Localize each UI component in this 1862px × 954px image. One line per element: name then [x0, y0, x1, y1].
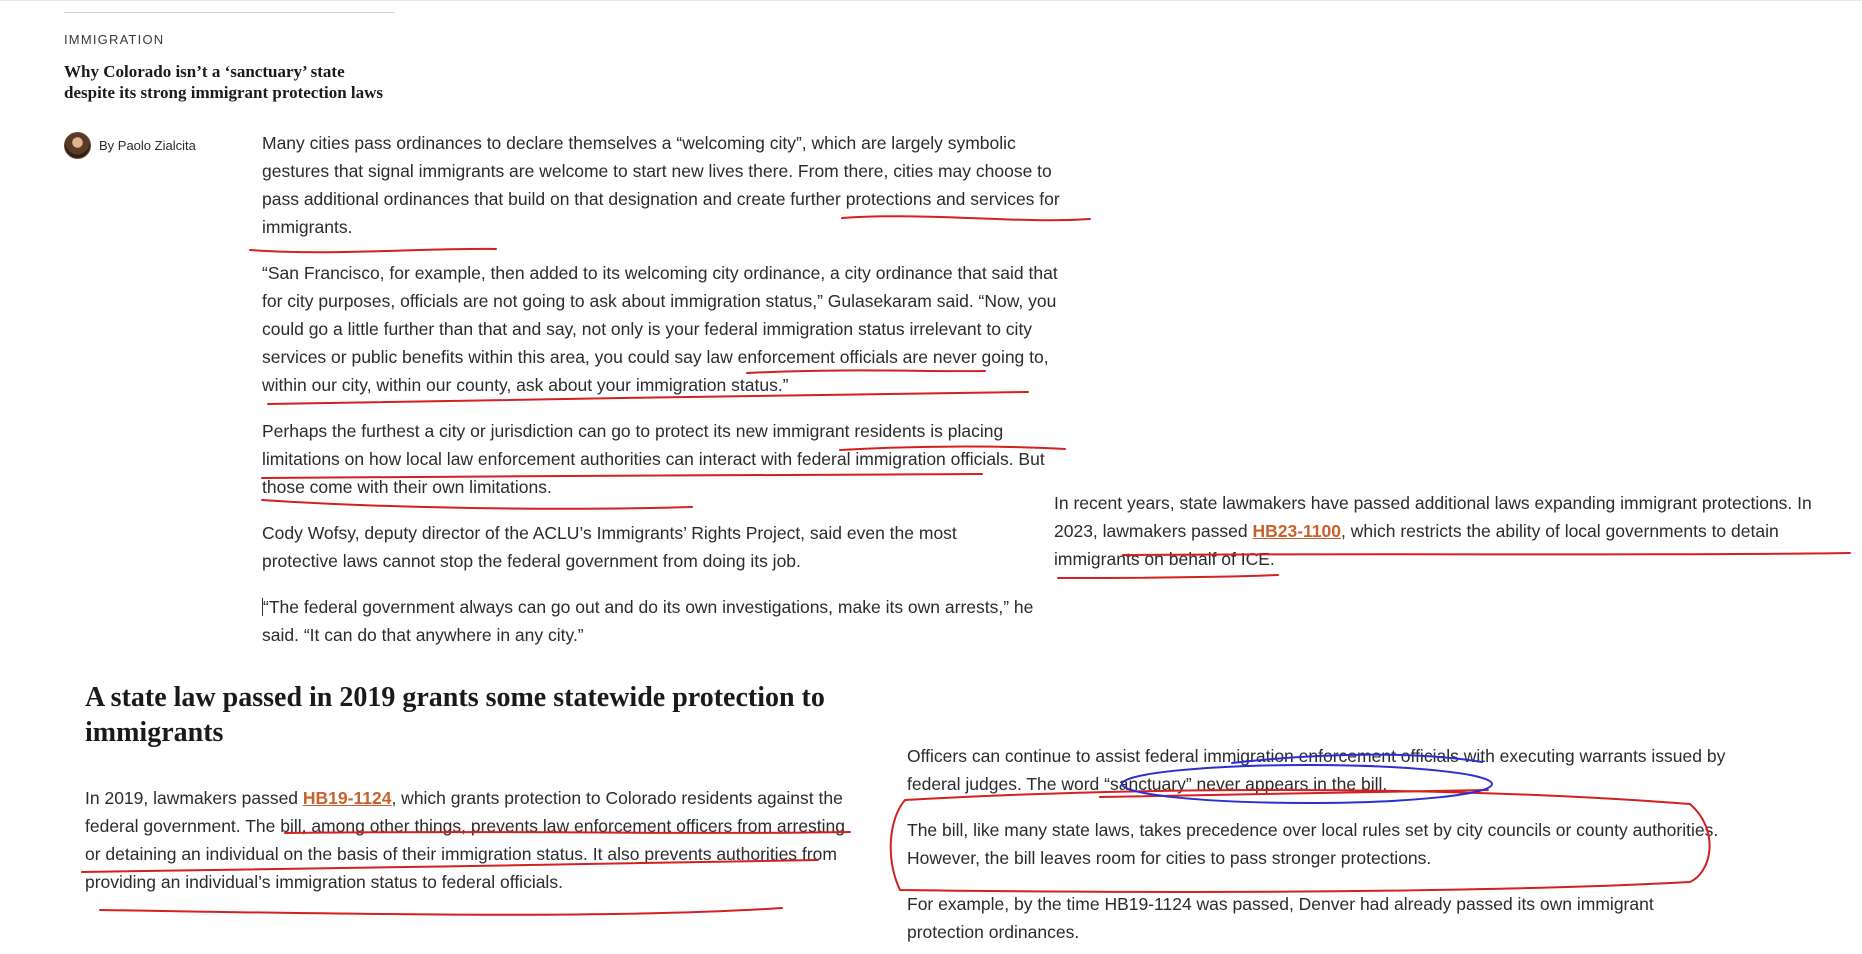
paragraph-furthest-city: Perhaps the furthest a city or jurisdiction can go to protect its new immigrant residents is placing limitations on how local law enforcement authorities can interact with federal immigration officials. But those come with their own limitations.: [262, 421, 1045, 497]
top-divider: [0, 0, 1862, 1]
paragraph-denver-example: For example, by the time HB19-1124 was passed, Denver had already passed its own immigrant protection ordinances.: [907, 894, 1654, 942]
paragraph-federal-quote: “The federal government always can go out and do its own investigations, make its own arrests,” he said. “It can do that anywhere in any city.”: [262, 597, 1034, 645]
section-heading: A state law passed in 2019 grants some statewide protection to immigrants: [85, 682, 825, 748]
paragraph-san-francisco: “San Francisco, for example, then added to its welcoming city ordinance, a city ordinance that said that for city purposes, officials are not going to ask about immigration status,” Gulasekaram said. “Now, you could go a little further than that and say, not only is your federal immigration status irrelevant to city services or public benefits within this area, you could say law enforcement officials are never going to, within our city, within our county, ask about your immigration status.”: [262, 263, 1058, 395]
paragraph-officers-assist: Officers can continue to assist federal immigration enforcement officials with executing warrants issued by federal judges. The word “sanctuary” never appears in the bill.: [907, 746, 1726, 794]
hb19-1124-link[interactable]: HB19-1124: [302, 788, 392, 808]
underline-2: [250, 249, 496, 252]
author-avatar: [64, 132, 91, 159]
article-kicker[interactable]: IMMIGRATION: [64, 32, 165, 47]
paragraph-recent-years: In recent years, state lawmakers have passed additional laws expanding immigrant protections. In 2023, lawmakers passed HB23-1100, which restricts the ability of local governments to detain immigrants on behalf of ICE.: [1054, 493, 1812, 569]
article-card-title[interactable]: Why Colorado isn’t a ‘sanctuary’ state despite its strong immigrant protection laws: [64, 62, 384, 102]
paragraph-cody-wofsy: Cody Wofsy, deputy director of the ACLU’s Immigrants’ Rights Project, said even the most protective laws cannot stop the federal government from doing its job.: [262, 523, 957, 571]
card-divider: [64, 12, 394, 13]
underline-12: [100, 908, 782, 915]
underline-9: [1058, 575, 1278, 578]
paragraph-precedence: The bill, like many state laws, takes precedence over local rules set by city councils or county authorities. However, the bill leaves room for cities to pass stronger protections.: [907, 820, 1719, 868]
underline-7: [262, 500, 692, 509]
paragraph-2019-law: In 2019, lawmakers passed HB19-1124, which grants protection to Colorado residents against the federal government. The bill, among other things, prevents law enforcement officers from arresting or detaining an individual on the basis of their immigration status. It also prevents authorities from providing an individual’s immigration status to federal officials.: [85, 788, 846, 892]
author-name[interactable]: By Paolo Zialcita: [99, 138, 196, 153]
byline: [64, 132, 196, 159]
paragraph-welcoming-city: Many cities pass ordinances to declare themselves a “welcoming city”, which are largely symbolic gestures that signal immigrants are welcome to start new lives there. From there, cities may choose to pass additional ordinances that build on that designation and create further protections and services for immigrants.: [262, 133, 1060, 237]
hb23-1100-link[interactable]: HB23-1100: [1252, 521, 1341, 541]
